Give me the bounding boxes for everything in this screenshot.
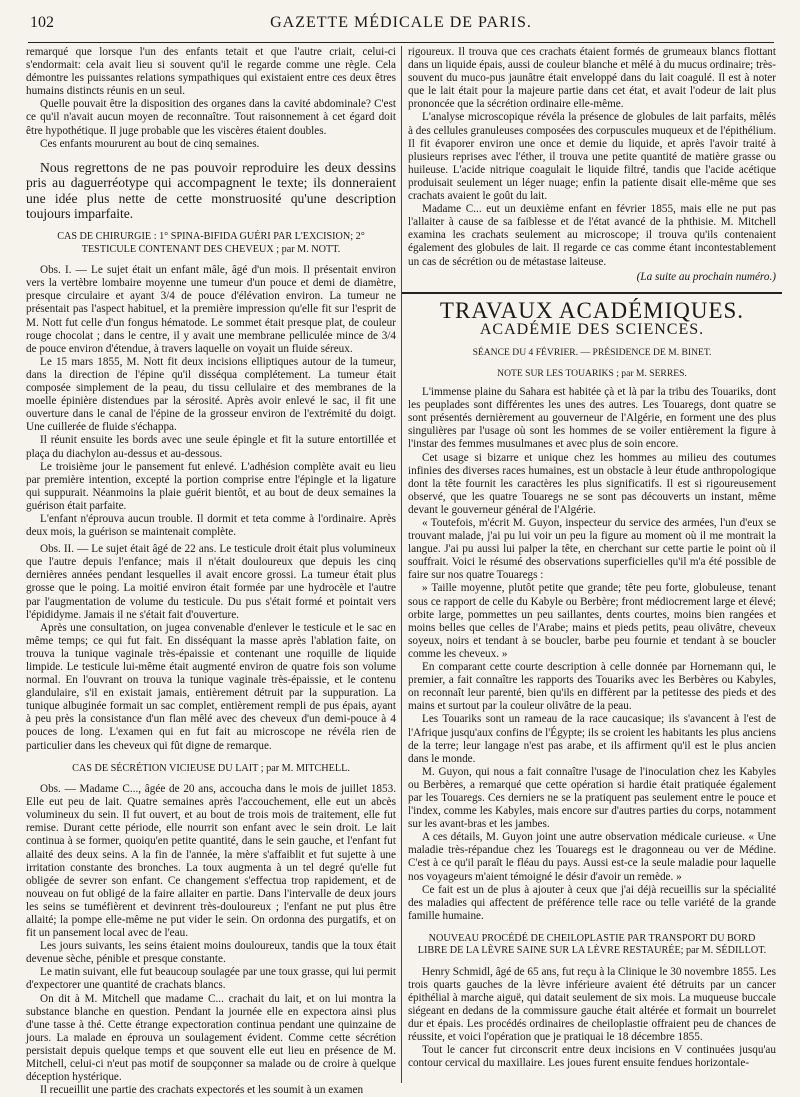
observation-paragraph: Obs. II. — Le sujet était âgé de 22 ans. Le testicule droit était plus volumineux que l'autre depuis l'enfance; mais il n'était douloureux que depuis les cinq dernières années pendant lesquelles il avait encore grossi. La tumeur était plus grosse que le poing. La moitié environ était formée par une hydrocèle et l'autre par l'augmentation de volume du testicule. Du pus s'était formé et pointait vers l'épididyme. Jamais il ne s'était fait d'ouverture.	[26, 543, 396, 621]
paragraph: Tout le cancer fut circonscrit entre deux incisions en V continuées jusqu'au contour cervical du maxillaire. Les joues furent ensuite fendues horizontale-	[408, 1044, 776, 1070]
academy-title: ACADÉMIE DES SCIENCES.	[479, 320, 705, 338]
paragraph: Le troisième jour le pansement fut enlevé. L'adhésion complète avait eu lieu par première intention, excepté la portion comprise entre l'épingle et la ligature qui suppurait. Néanmoins la plaie guérit bientôt, et au bout de deux semaines la guérison était parfaite.	[26, 460, 396, 512]
paragraph: rigoureux. Il trouva que ces crachats étaient formés de grumeaux blancs flottant dans un liquide épais, aussi de couleur blanche et mêlé à du mucus ordinaire; très-souvent du muco-pus jaunâtre était enveloppé dans du lait coagulé. Il est à noter que le lait était pour la majeure partie dans cet état, et avait l'odeur de lait plus prononcée que la sécrétion ordinaire elle-même.	[408, 46, 776, 111]
journal-title: GAZETTE MÉDICALE DE PARIS.	[270, 14, 532, 31]
paragraph: Les Touariks sont un rameau de la race caucasique; ils s'avancent à l'est de l'Afrique jusqu'aux confins de l'Égypte; ils se croient les habitants les plus anciens de la terre; leur langage n'est pas arabe, et ils affirment qu'il est le plus ancien dans le monde.	[408, 713, 776, 765]
section-heading-milk: CAS DE SÉCRÉTION VICIEUSE DU LAIT ; par M. MITCHELL.	[72, 762, 350, 774]
paragraph: L'analyse microscopique révéla la présence de globules de lait parfaits, mêlés à des cellules granuleuses composées des corpuscules muqueux et de l'épithélium. Il fit évaporer environ une once et demie du liquide, et après l'avoir traité à plusieurs reprises avec l'éther, il trouva une petite quantité de matière grasse ou huileuse. L'acide nitrique coagulait le liquide filtré, tandis que l'acide acétique produisait seulement un léger nuage; enfin la patiente disait elle-même que ses crachats avaient le goût du lait.	[408, 111, 776, 203]
paragraph: Le matin suivant, elle fut beaucoup soulagée par une toux grasse, qui lui permit d'expectorer une quantité de crachats blancs.	[26, 966, 396, 992]
paragraph: En comparant cette courte description à celle donnée par Hornemann qui, le premier, a fait connaître les rapports des Touariks avec les Berbères ou Kabyles, on reconnaît leur parenté, bien qu'ils en diffèrent par la petitesse des pieds et des mains et surtout par la couleur olivâtre de la peau.	[408, 661, 776, 713]
paragraph: Ce fait est un de plus à ajouter à ceux que j'ai déjà recueillis sur la spécialité des maladies qui affectent de préférence telle race ou telle variété de la grande famille humaine.	[408, 883, 776, 922]
paragraph: Henry Schmidl, âgé de 65 ans, fut reçu à la Clinique le 30 novembre 1855. Les trois quarts gauches de la lèvre inférieure avaient été détruits par un cancer épithélial à marche aiguë, qui datait seulement de six mois. La muqueuse buccale siégeant en dedans de la commissure gauche était altérée et formait un bourrelet dur et épais. Les procédés ordinaires de cheiloplastie offraient peu de chances de réussite, et voici l'opération que je pratiquai le 18 décembre 1855.	[408, 965, 776, 1044]
paragraph: remarqué que lorsque l'un des enfants tetait et que l'autre criait, celui-ci s'endormait: cela avait lieu si souvent qu'il le regarde comme une règle. Cela démontre les puissantes relations sympathiques qui existaient entre ces deux êtres humains distincts réunis en un seul.	[26, 46, 396, 98]
left-column	[26, 46, 396, 1097]
section-heading-cheiloplasty: NOUVEAU PROCÉDÉ DE CHEILOPLASTIE PAR TRANSPORT DU BORD LIBRE DE LA LÈVRE SAINE SUR LA LÈVRE RESTAURÉE; par M. SÉDILLOT.	[417, 932, 767, 957]
paragraph: Cet usage si bizarre et unique chez les hommes au milieu des coutumes infinies des diverses races humaines, est un obstacle à leur étude anthropologique dont la tête fournit les caractères les plus significatifs. Il est si rigoureusement observé, que les quatre Touaregs ne se sont pas découverts un instant, même devant le gouverneur général de l'Algérie.	[408, 451, 776, 516]
page-header	[28, 14, 774, 43]
section-title-academic-works: TRAVAUX ACADÉMIQUES.	[439, 297, 745, 323]
paragraph: Ces enfants moururent au bout de cinq semaines.	[40, 137, 260, 150]
editorial-note: Nous regrettons de ne pas pouvoir reproduire les deux dessins pris au daguerréotype qui accompagnent le texte; ils donneraient une idée plus nette de cette monstruosité qu'une description toujours imparfaite.	[26, 159, 396, 221]
page-number: 102	[30, 14, 54, 31]
continuation-note: (La suite au prochain numéro.)	[636, 270, 776, 283]
note-heading: NOTE SUR LES TOUARIKS ; par M. SERRES.	[497, 367, 687, 379]
session-heading: SÉANCE DU 4 FÉVRIER. — PRÉSIDENCE DE M. BINET.	[472, 346, 712, 358]
paragraph: » Taille moyenne, plutôt petite que grande; tête peu forte, globuleuse, tenant sous ce rapport de celle du Kabyle ou Berbère; front médiocrement large et élevé; orbite large, pommettes un peu saillantes, dents courtes, moins bien rangées et moins belles que celles de l'Arabe; mains et pieds petits, peau olivâtre, cheveux soyeux, noirs et tendant à se boucler, barbe peu fournie et tendant à se boucler comme les cheveux. »	[408, 582, 776, 660]
column-divider	[401, 46, 402, 1083]
paragraph: A ces détails, M. Guyon joint une autre observation médicale curieuse. « Une maladie très-répandue chez les Touaregs est le dragonneau ou ver de Médine. C'est à ce qu'il paraît le fléau du pays. Aussi est-ce la seule maladie pour laquelle nos voyageurs m'aient témoigné le désir d'avoir un remède. »	[408, 831, 776, 883]
paragraph: « Toutefois, m'écrit M. Guyon, inspecteur du service des armées, l'un d'eux se trouvant malade, j'ai pu lui voir un peu la figure au moment où il me montrait la langue. J'ai pu aussi lui palper la tête, en cherchant sur cette partie le point où il souffrait. Voici le résumé des observations superficielles qu'il m'a été possible de faire sur nos quatre Touaregs :	[408, 517, 776, 582]
paragraph: L'immense plaine du Sahara est habitée çà et là par la tribu des Touariks, dont les peuplades sont différentes les unes des autres. Les Touaregs, dont quatre se sont présentés dernièrement au gouverneur de l'Algérie, en forment une des plus singulières par l'usage où sont les hommes de se voiler entièrement la figure à l'instar des femmes musulmanes et avec plus de soin encore.	[408, 386, 776, 451]
paragraph: Les jours suivants, les seins étaient moins douloureux, tandis que la toux était devenue sèche, pénible et presque constante.	[26, 940, 396, 966]
section-heading-surgery: CAS DE CHIRURGIE : 1° SPINA-BIFIDA GUÉRI PAR L'EXCISION; 2° TESTICULE CONTENANT DES CHEVEUX ; par M. NOTT.	[57, 231, 365, 255]
paragraph: M. Guyon, qui nous a fait connaître l'usage de l'inoculation chez les Kabyles ou Berbères, a remarqué que cette opération si hardie était pratiquée également par les Touaregs. Ces derniers ne se la pratiquent pas seulement entre le pouce et l'index, comme les Kabyles, mais encore sur d'autres parties du corps, notamment sur les avant-bras et les jambes.	[408, 765, 776, 831]
paragraph: Madame C... eut un deuxième enfant en février 1855, mais elle ne put pas l'allaiter à cause de sa faiblesse et de l'état avancé de la phthisie. M. Mitchell examina les crachats seulement au microscope; il trouva qu'ils contenaient également des globules de lait. Il regarde ce cas comme étant incontestablement un cas de sécrétion ou de métastase laiteuse.	[408, 203, 776, 268]
section-separator	[402, 292, 782, 294]
paragraph: Quelle pouvait être la disposition des organes dans la cavité abdominale? C'est ce qu'il n'avait aucun moyen de reconnaître. Tout raisonnement à cet égard doit être hypothétique. Il juge probable que les viscères étaient doubles.	[26, 98, 396, 137]
observation-paragraph: Obs. I. — Le sujet était un enfant mâle, âgé d'un mois. Il présentait environ vers la vertèbre lombaire moyenne une tumeur d'un pouce et demi de diamètre, presque circulaire et ayant 3/4 de pouce d'élévation environ. La tumeur ne présentait pas l'aspect habituel, et la première impression qu'elle fit sur l'esprit de M. Nott fut celle d'un fongus hématode. Le sommet était presque plat, de couleur rouge chocolat ; dans le centre, il y avait une membrane pelliculée mince de 3/4 de pouce environ d'étendue, à travers laquelle on voyait un fluide séreux.	[26, 264, 396, 355]
paragraph: Le 15 mars 1855, M. Nott fit deux incisions elliptiques autour de la tumeur, dans la direction de l'épine qu'il disséqua complétement. La tumeur était composée simplement de la peau, du tissu cellulaire et des membranes de la moelle épinière distendues par la sérosité. Après avoir enlevé le sac, il fit une ouverture dans le canal de l'épine de la grosseur environ de l'extrémité du doigt. Une cuillerée de fluide s'échappa.	[26, 355, 396, 434]
paragraph: On dit à M. Mitchell que madame C... crachait du lait, et on lui montra la substance blanche en question. Pendant la journée elle en expectora ainsi plus d'une tasse à thé. Cette étrange expectoration continua pendant une quinzaine de jours. La malade en éprouva un soulagement évident. Comme cette sécrétion persistait depuis quelque temps et que souvent elle eut lieu en présence de M. Mitchell, celui-ci n'eut pas motif de soupçonner sa malade ou de croire à quelque déception hystérique.	[26, 992, 396, 1084]
paragraph: Il réunit ensuite les bords avec une seule épingle et fit la suture entortillée et plaça du diachylon au-dessus et au-dessous.	[26, 434, 396, 460]
paragraph: L'enfant n'éprouva aucun trouble. Il dormit et teta comme à l'ordinaire. Après deux mois, la guérison se maintenait complète.	[26, 512, 396, 539]
paragraph: Après une consultation, on jugea convenable d'enlever le testicule et le sac en même temps; ce qui fut fait. En disséquant la masse après l'ablation faite, on trouva la tunique vaginale très-épaissie et contenant une roquille de liquide limpide. Le testicule lui-même était augmenté environ de quatre fois son volume normal. En l'ouvrant on trouva la tunique vaginale très-épaissie, et le contenu glandulaire, s'il en existait jamais, entièrement détruit par la suppuration. La tunique albuginée formait un sac complet, entièrement rempli de pus épais, ayant à peu près la consistance d'un flan mêlé avec des cheveux d'un demi-pouce à 4 pouces de long. L'examen qui en fut fait au microscope ne révéla rien de particulier dans les cheveux qui fût digne de remarque.	[26, 621, 396, 752]
paragraph: Il recueillit une partie des crachats expectorés et les soumit à un examen	[40, 1084, 364, 1097]
observation-paragraph: Obs. — Madame C..., âgée de 20 ans, accoucha dans le mois de juillet 1853. Elle eut peu de lait. Quatre semaines après l'accouchement, elle eut un abcès volumineux du sein. Il fut ouvert, et au bout de trois mois de traitement, elle fut remise. Durant cette période, elle nourrit son enfant avec le sein droit. Le lait continua à se former, quoiqu'en petite quantité, dans le sein gauche, et l'enfant fut allaité des deux seins. A la fin de l'année, la mère s'affaiblit et fut sujette à une irritation constante des bronches. La toux augmenta à un tel degré qu'elle fut obligée de sevrer son enfant. Ce changement s'effectua trop rapidement, et de nouveau on fut obligé de la faire allaiter en partie. Dans l'intervalle de deux jours les seins se tuméfièrent et devinrent très-douloureux ; l'enfant ne put plus être allaité; la pompe elle-même ne put vider le sein. On ordonna des purgatifs, et on fit un pansement local avec de l'eau.	[26, 783, 396, 940]
right-column	[408, 46, 776, 1083]
